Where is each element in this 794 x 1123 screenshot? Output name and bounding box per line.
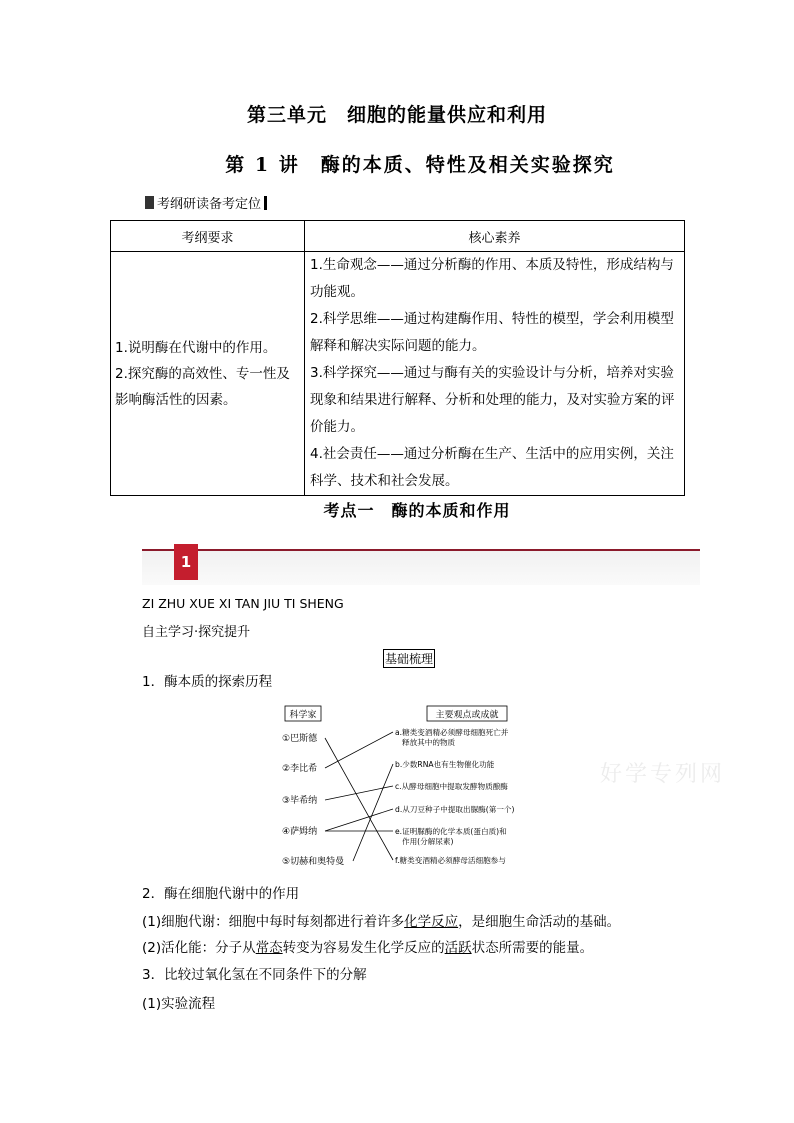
match-line xyxy=(325,738,393,860)
text-segment: 转变为容易发生化学反应的 xyxy=(282,940,445,956)
achievement-item: a.糖类变酒精必须酵母细胞死亡并 xyxy=(395,728,509,737)
competency-item: 1.生命观念——通过分析酶的作用、本质及特性，形成结构与功能观。 xyxy=(310,257,674,300)
basic-review-label: 基础梳理 xyxy=(383,649,435,668)
section-divider xyxy=(142,549,700,551)
achievement-list xyxy=(395,727,515,865)
requirement-item: 1.说明酶在代谢中的作用。 xyxy=(115,339,277,356)
achievement-item: e.证明脲酶的化学本质(蛋白质)和 xyxy=(395,827,507,836)
match-line xyxy=(353,764,393,861)
competency-item: 3.科学探究——通过与酶有关的实验设计与分析，培养对实验现象和结果进行解释、分析和处理的能力，及对实验方案的评价能力。 xyxy=(310,365,675,435)
section-number-badge: 1 xyxy=(174,544,198,580)
pinyin-heading: ZI ZHU XUE XI TAN JIU TI SHENG xyxy=(142,596,344,611)
answer-blank: 常态 xyxy=(255,940,283,956)
left-header-text: 科学家 xyxy=(289,710,317,721)
competency-item: 4.社会责任——通过分析酶在生产、生活中的应用实例，关注科学、技术和社会发展。 xyxy=(310,446,674,489)
text-segment: ，是细胞生命活动的基础。 xyxy=(458,914,621,930)
competency-item: 2.科学思维——通过构建酶作用、特性的模型，学会利用模型解释和解决实际问题的能力。 xyxy=(310,311,674,354)
match-line xyxy=(325,809,393,831)
watermark: 好学专列网 xyxy=(600,762,726,787)
achievement-item: d.从刀豆种子中提取出脲酶(第一个) xyxy=(395,805,515,814)
competencies-cell xyxy=(305,252,685,496)
requirements-table xyxy=(110,220,685,496)
section-label: 考纲研读备考定位 xyxy=(157,197,262,212)
scientist-item: ③毕希纳 xyxy=(282,796,318,806)
achievement-item: f.糖类变酒精必须酵母活细胞参与 xyxy=(395,856,506,865)
scientist-item: ②李比希 xyxy=(282,764,318,774)
requirements-cell xyxy=(111,252,305,496)
achievement-item: 作用(分解尿素) xyxy=(402,837,454,846)
scientist-list xyxy=(282,732,344,867)
matching-lines xyxy=(325,732,393,861)
section-marker-icon xyxy=(145,196,154,209)
table-header-left: 考纲要求 xyxy=(111,221,305,252)
item-2-heading: 2．酶在细胞代谢中的作用 xyxy=(142,886,300,902)
unit-title: 第三单元 细胞的能量供应和利用 xyxy=(246,104,547,126)
achievement-item: 释放其中的物质 xyxy=(402,738,456,747)
table-header-right: 核心素养 xyxy=(305,221,685,252)
scientist-item: ④萨姆纳 xyxy=(282,827,318,837)
right-header-text: 主要观点或成就 xyxy=(435,710,499,721)
item-3-heading: 3．比较过氧化氢在不同条件下的分解 xyxy=(142,967,367,983)
text-segment: 状态所需要的能量。 xyxy=(471,940,594,956)
self-study-heading: 自主学习·探究提升 xyxy=(142,625,251,640)
achievement-item: b.少数RNA也有生物催化功能 xyxy=(395,760,495,769)
item-3-subheading: (1)实验流程 xyxy=(142,996,216,1012)
scientist-item: ⑤切赫和奥特曼 xyxy=(282,857,345,867)
cell-metabolism-line xyxy=(142,910,620,930)
answer-blank: 活跃 xyxy=(444,940,472,956)
match-line xyxy=(325,732,393,768)
lesson-title: 第 1 讲 酶的本质、特性及相关实验探究 xyxy=(225,154,615,176)
section-header xyxy=(145,193,267,212)
history-matching-diagram xyxy=(275,700,575,875)
exam-point-title: 考点一 酶的本质和作用 xyxy=(323,501,511,520)
section-end-marker-icon xyxy=(264,196,267,210)
achievement-item: c.从酵母细胞中提取发酵物质酿酶 xyxy=(395,782,508,791)
text-segment: (2)活化能：分子从 xyxy=(142,940,256,956)
requirement-item: 2.探究酶的高效性、专一性及影响酶活性的因素。 xyxy=(115,365,290,408)
text-segment: (1)细胞代谢：细胞中每时每刻都进行着许多 xyxy=(142,914,405,930)
item-1-heading: 1．酶本质的探索历程 xyxy=(142,674,273,690)
answer-blank: 化学反应 xyxy=(404,914,459,930)
activation-energy-line xyxy=(142,936,593,956)
section-band xyxy=(142,551,700,585)
scientist-item: ①巴斯德 xyxy=(282,734,318,744)
